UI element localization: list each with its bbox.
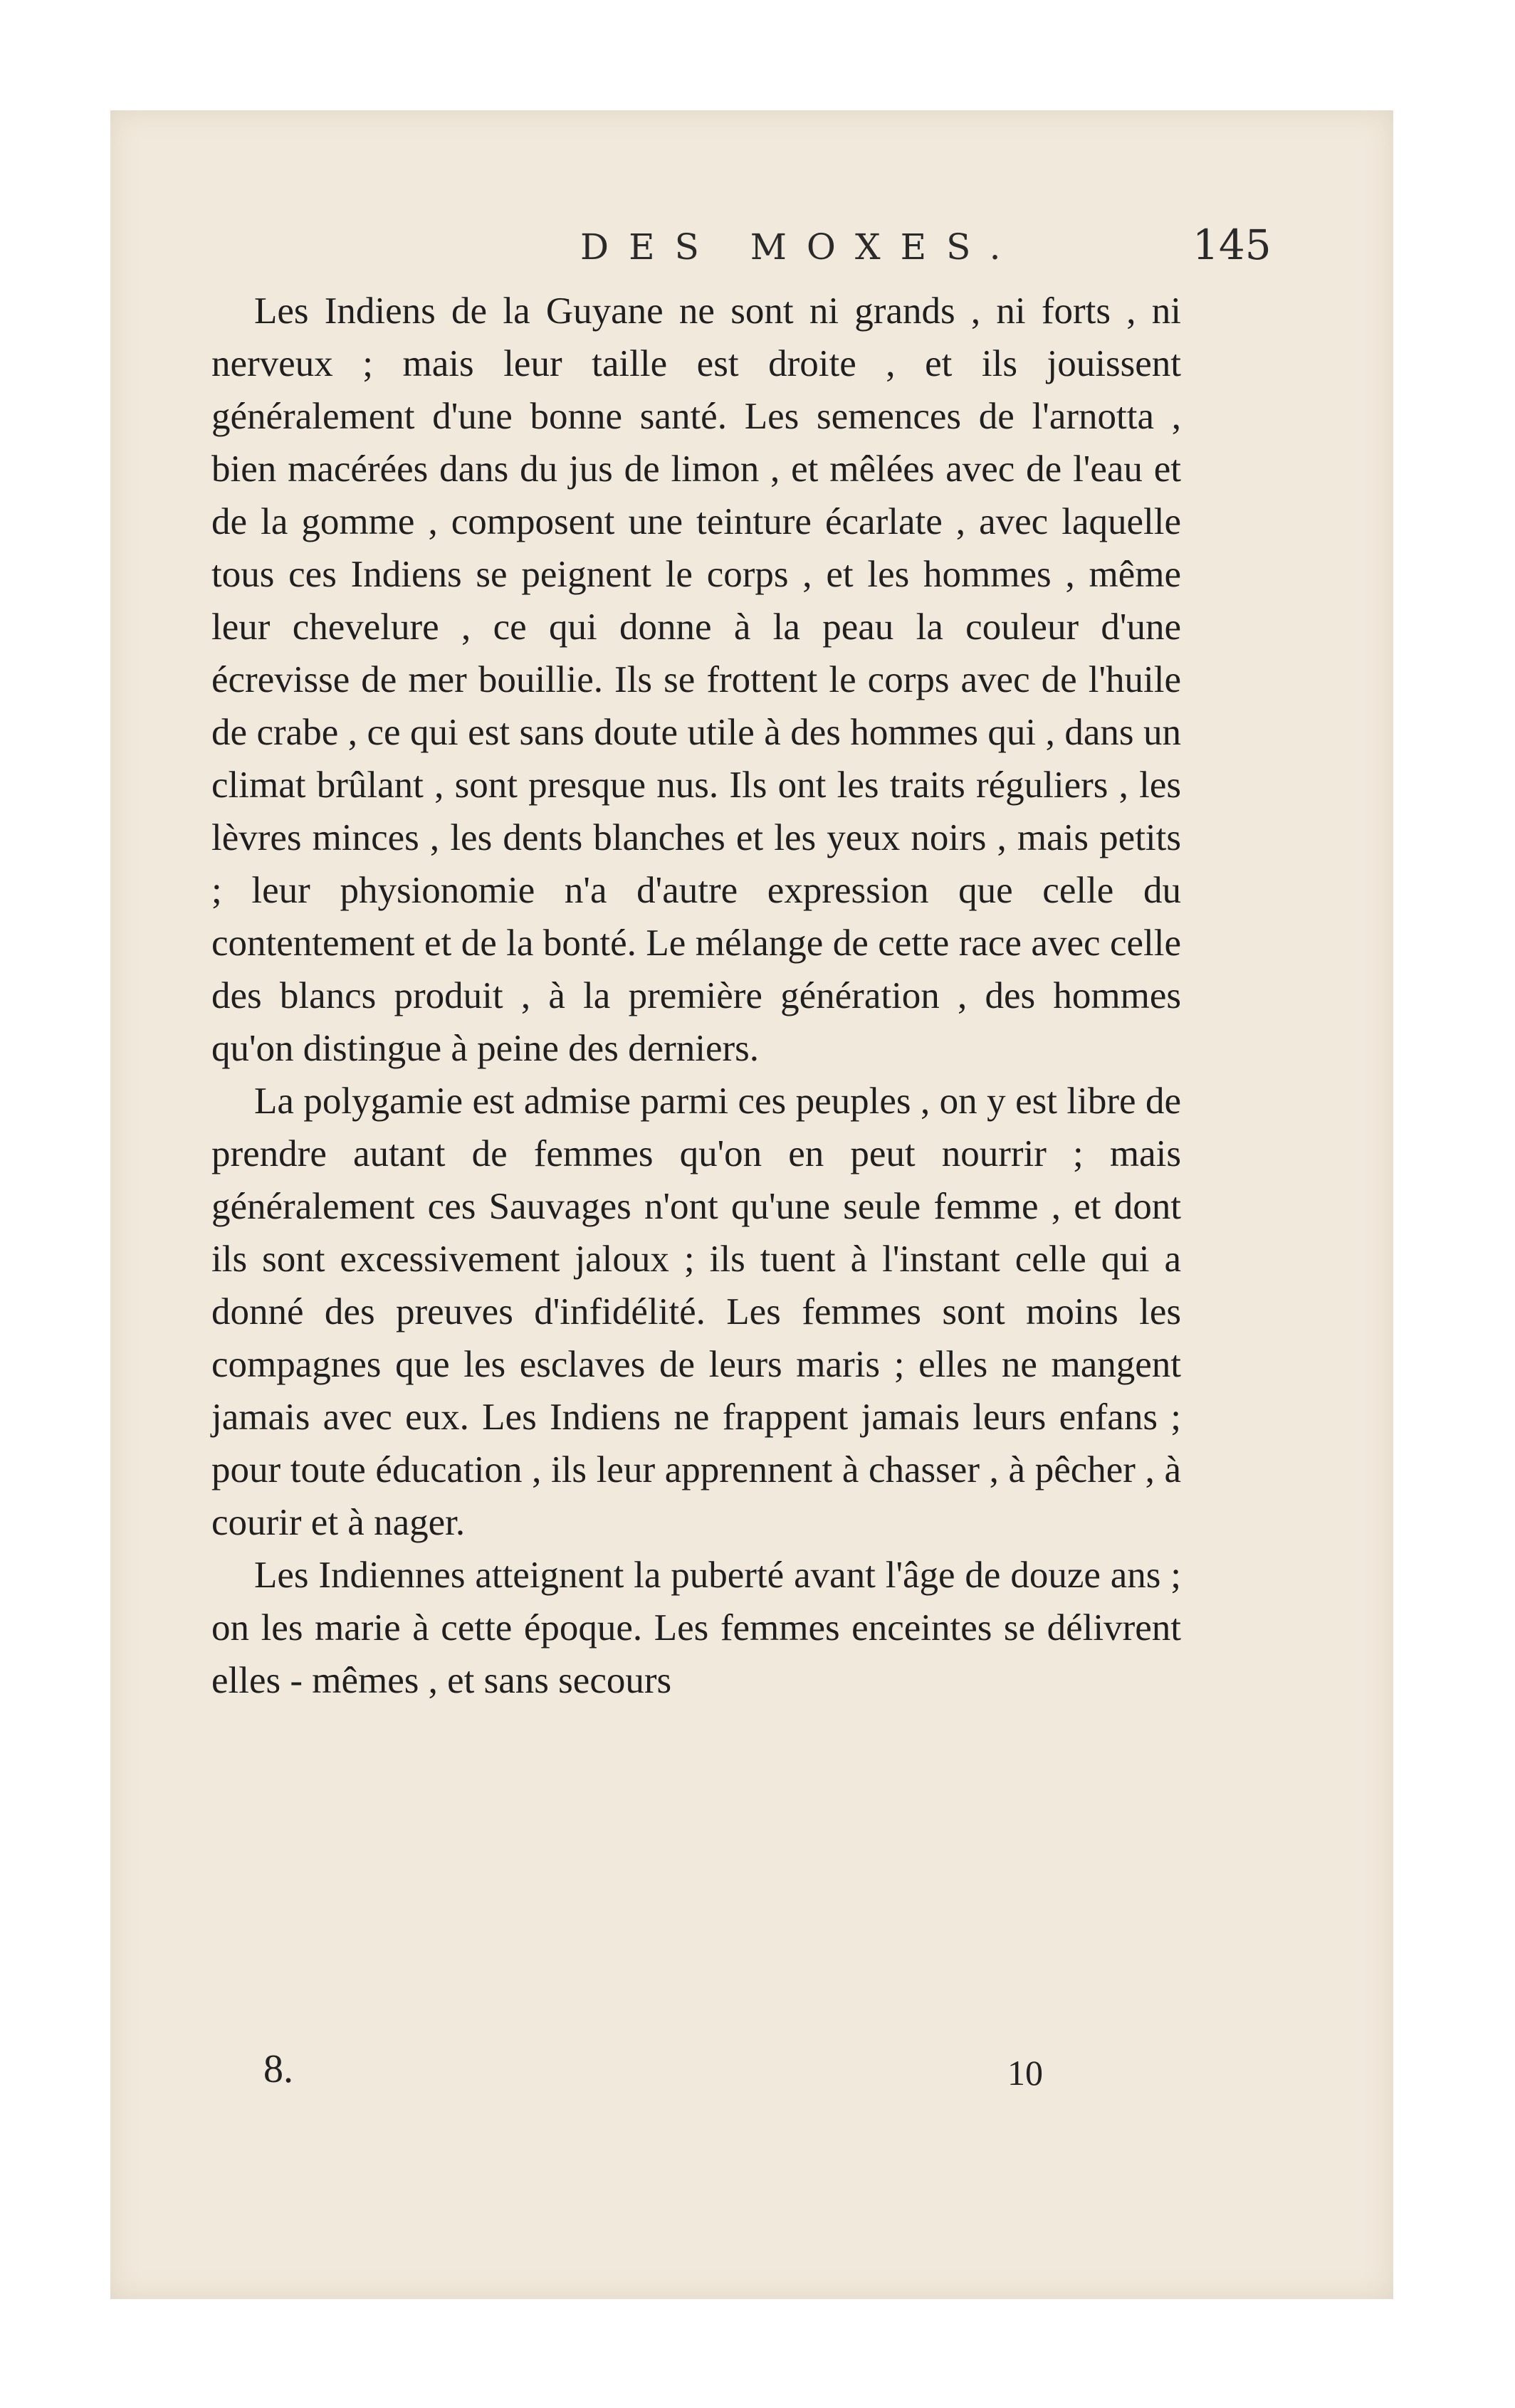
body-text [211, 285, 1181, 1707]
page-number: 145 [1192, 221, 1272, 269]
running-title: DES MOXES. [580, 226, 1021, 268]
paragraph-polygamy: La polygamie est admise parmi ces peuples , on y est libre de prendre autant de femmes qu'on en peut nourrir ; mais généralement ces Sauvages n'ont qu'une seule femme , et dont ils sont excessivement jaloux ; ils tuent à l'instant celle qui a donné des preuves d'infidélité. Les femmes sont moins les compagnes que les esclaves de leurs maris ; elles ne mangent jamais avec eux. Les Indiens ne frappent jamais leurs enfans ; pour toute éducation , ils leur apprennent à chasser , à pêcher , à courir et à nager. [211, 1081, 1181, 1543]
page-header [110, 221, 1393, 278]
book-page [110, 110, 1393, 2299]
gathering-number: 10 [1007, 2053, 1043, 2093]
paragraph-indians-description: Les Indiens de la Guyane ne sont ni grands , ni forts , ni nerveux ; mais leur taille est droite , et ils jouissent généralement d'une bonne santé. Les semences de l'arnotta , bien macérées dans du jus de limon , et mêlées avec de l'eau et de la gomme , composent une teinture écarlate , avec laquelle tous ces Indiens se peignent le corps , et les hommes , même leur chevelure , ce qui donne à la peau la couleur d'une écrevisse de mer bouillie. Ils se frottent le corps avec de l'huile de crabe , ce qui est sans doute utile à des hommes qui , dans un climat brûlant , sont presque nus. Ils ont les traits réguliers , les lèvres minces , les dents blanches et les yeux noirs , mais petits ; leur physionomie n'a d'autre expression que celle du contentement et de la bonté. Le mélange de cette race avec celle des blancs produit , à la première génération , des hommes qu'on distingue à peine des derniers. [211, 290, 1181, 1069]
signature-mark: 8. [263, 2047, 293, 2091]
paragraph-puberty: Les Indiennes atteignent la puberté avant l'âge de douze ans ; on les marie à cette époque. Les femmes enceintes se délivrent elles - mêmes , et sans secours [211, 1555, 1181, 1701]
page-footer [110, 2046, 1393, 2103]
